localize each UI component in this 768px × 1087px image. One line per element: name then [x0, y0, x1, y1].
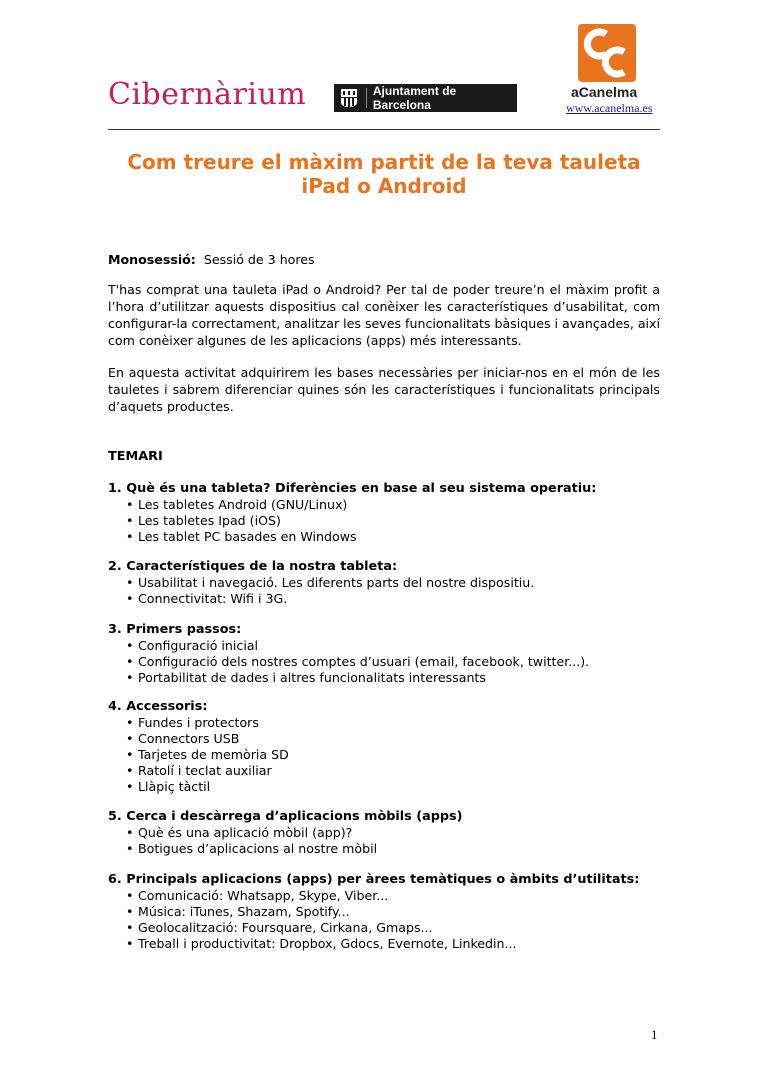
section-list	[126, 575, 534, 607]
page-number: 1	[651, 1027, 658, 1042]
acanelma-url-link[interactable]: www.acanelma.es	[566, 101, 653, 115]
list-item: • Treball i productivitat: Dropbox, Gdocs, Evernote, Linkedin...	[126, 936, 517, 952]
list-item: • Comunicació: Whatsapp, Skype, Viber...	[126, 888, 517, 904]
list-item: • Connectors USB	[126, 731, 289, 747]
barcelona-shield-icon	[334, 84, 364, 112]
header-divider	[108, 129, 660, 130]
list-item: • Configuració inicial	[126, 638, 589, 654]
section-list	[126, 715, 289, 795]
section-list	[126, 888, 517, 952]
acanelma-name: aCanelma	[571, 84, 638, 100]
cibernarium-logo: Cibernàrium	[108, 77, 307, 112]
list-item: • Les tabletes Ipad (iOS)	[126, 513, 357, 529]
list-item: • Connectivitat: Wifi i 3G.	[126, 591, 534, 607]
list-item: • Botigues d’aplicacions al nostre mòbil	[126, 841, 377, 857]
list-item: • Fundes i protectors	[126, 715, 289, 731]
ajuntament-barcelona-logo	[334, 84, 517, 112]
section-heading: 5. Cerca i descàrrega d’aplicacions mòbils (apps)	[108, 809, 463, 824]
document-title: Com treure el màxim partit de la teva tauleta iPad o Android	[127, 150, 641, 198]
list-item: • Música: iTunes, Shazam, Spotify...	[126, 904, 517, 920]
section-heading: 2. Característiques de la nostra tableta:	[108, 559, 398, 574]
monosessio-line	[108, 251, 660, 268]
section-list	[126, 825, 377, 857]
list-item: • Geolocalització: Foursquare, Cirkana, Gmaps...	[126, 920, 517, 936]
ajuntament-label: Ajuntament de Barcelona	[372, 84, 457, 112]
list-item: • Ratolí i teclat auxiliar	[126, 763, 289, 779]
list-item: • Configuració dels nostres comptes d’usuari (email, facebook, twitter...).	[126, 654, 589, 670]
list-item: • Les tablet PC basades en Windows	[126, 529, 357, 545]
list-item: • Usabilitat i navegació. Les diferents parts del nostre dispositiu.	[126, 575, 534, 591]
temari-heading: TEMARI	[108, 449, 163, 464]
monosessio-value: Sessió de 3 hores	[203, 252, 315, 267]
intro-paragraph-2: En aquesta activitat adquirirem les bases necessàries per iniciar-nos en el món de les tauletes i sabrem diferenciar quines són les característiques i funcionalitats principals d’aquets productes.	[108, 365, 660, 414]
list-item: • Portabilitat de dades i altres funcionalitats interessants	[126, 670, 589, 686]
acanelma-logo-icon	[578, 24, 636, 82]
section-heading: 4. Accessoris:	[108, 699, 208, 714]
list-item: • Llàpiç tàctil	[126, 779, 289, 795]
list-item: • Què és una aplicació mòbil (app)?	[126, 825, 377, 841]
section-heading: 1. Què és una tableta? Diferències en base al seu sistema operatiu:	[108, 481, 597, 496]
section-heading: 6. Principals aplicacions (apps) per àrees temàtiques o àmbits d’utilitats:	[108, 872, 640, 887]
list-item: • Tarjetes de memòria SD	[126, 747, 289, 763]
section-list	[126, 497, 357, 545]
section-list	[126, 638, 589, 686]
section-heading: 3. Primers passos:	[108, 622, 242, 637]
list-item: • Les tabletes Android (GNU/Linux)	[126, 497, 357, 513]
monosessio-label: Monosessió:	[108, 252, 196, 267]
intro-paragraph-1: T'has comprat una tauleta iPad o Android? Per tal de poder treure’n el màxim profit a l’hora d’utilitzar aquests dispositius cal conèixer les característiques d’usabilitat, com configurar-la correctament, analitzar les seves funcionalitats bàsiques i avançades, així com conèixer algunes de les aplicacions (apps) més interessants.	[108, 282, 660, 348]
